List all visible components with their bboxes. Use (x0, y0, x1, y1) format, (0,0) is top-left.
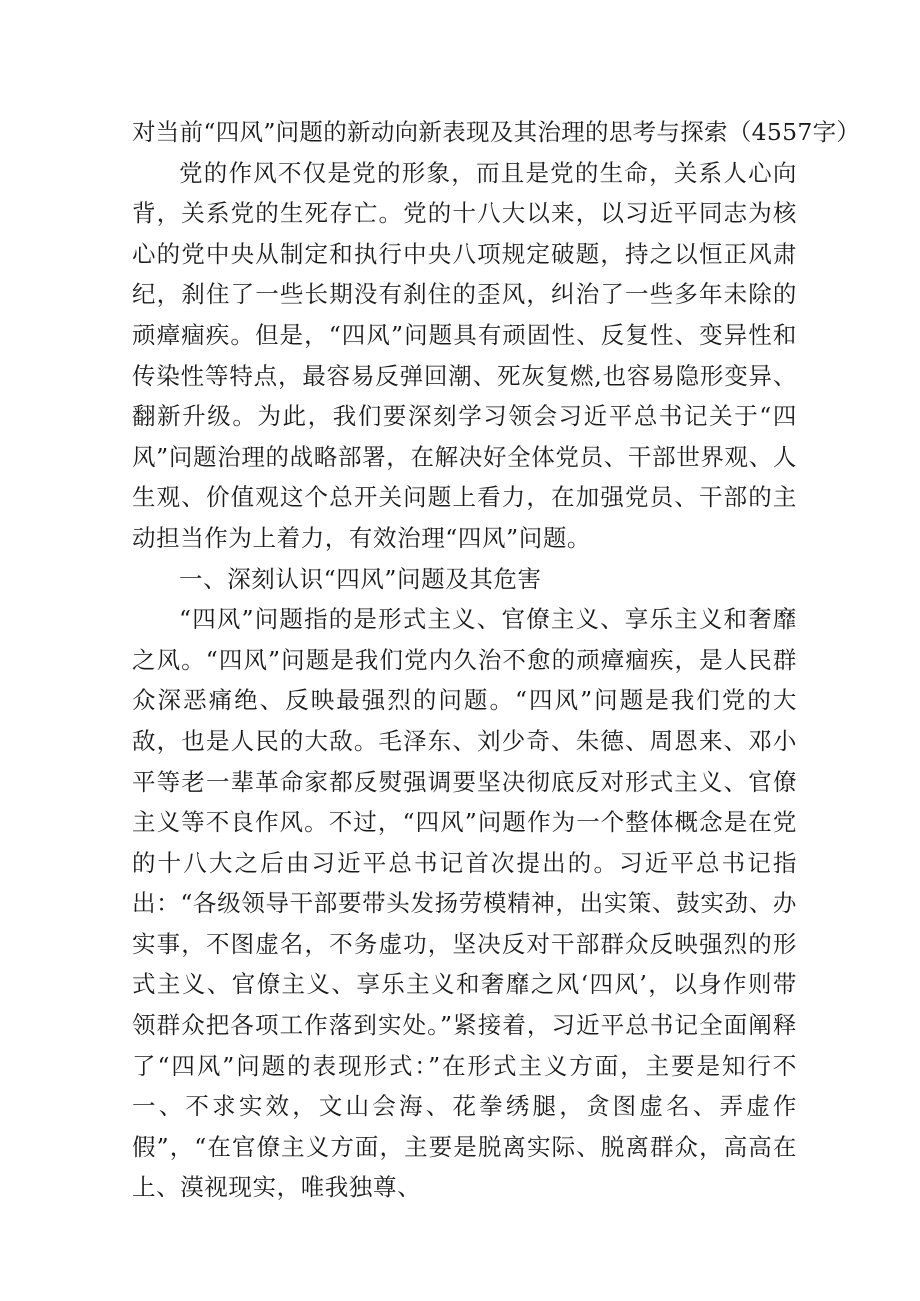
section-heading: 一、深刻认识“四风”问题及其危害 (179, 564, 542, 593)
section-paragraph: “四风”问题指的是形式主义、官僚主义、享乐主义和奢靡之风。“四风”问题是我们党内久治不愈的顽瘴痼疾，是人民群众深恶痛绝、反映最强烈的问题。“四风”问题是我们党的大敌，也是人民的大敌。毛泽东、刘少奇、朱德、周恩来、邓小平等老一辈革命家都反熨强调要坚决彻底反对形式主义、官僚主义等不良作风。不过，“四风”问题作为一个整体概念是在党的十八大之后由习近平总书记首次提出的。习近平总书记指出：“各级领导干部要带头发扬劳模精神，出实策、鼓实劲、办实事，不图虚名，不务虚功，坚决反对干部群众反映强烈的形式主义、官僚主义、享乐主义和奢靡之风‘四风’，以身作则带领群众把各项工作落到实处。”紧接着，习近平总书记全面阐释了“四风”问题的表现形式：”在形式主义方面，主要是知行不一、不求实效，文山会海、花拳绣腿，贪图虚名、弄虚作假”，“在官僚主义方面，主要是脱离实际、脱离群众，高高在上、漠视现实，唯我独尊、 (132, 605, 797, 1202)
document-title: 对当前“四风”问题的新动向新表现及其治理的思考与探索（4557字） (132, 118, 861, 146)
intro-paragraph: 党的作风不仅是党的形象，而且是党的生命，关系人心向背，关系党的生死存亡。党的十八大以来，以习近平同志为核心的党中央从制定和执行中央八项规定破题，持之以恒正风肃纪，刹住了一些长期没有刹住的歪风，纠治了一些多年未除的顽瘴痼疾。但是，“四风”问题具有顽固性、反复性、变异性和传染性等特点，最容易反弹回潮、死灰复燃,也容易隐形变异、翻新升级。为此，我们要深刻学习领会习近平总书记关于“四风”问题治理的战略部署，在解决好全体党员、干部世界观、人生观、价值观这个总开关问题上看力，在加强党员、干部的主动担当作为上着力，有效治理“四风”问题。 (132, 158, 797, 552)
document-body (132, 112, 861, 1208)
